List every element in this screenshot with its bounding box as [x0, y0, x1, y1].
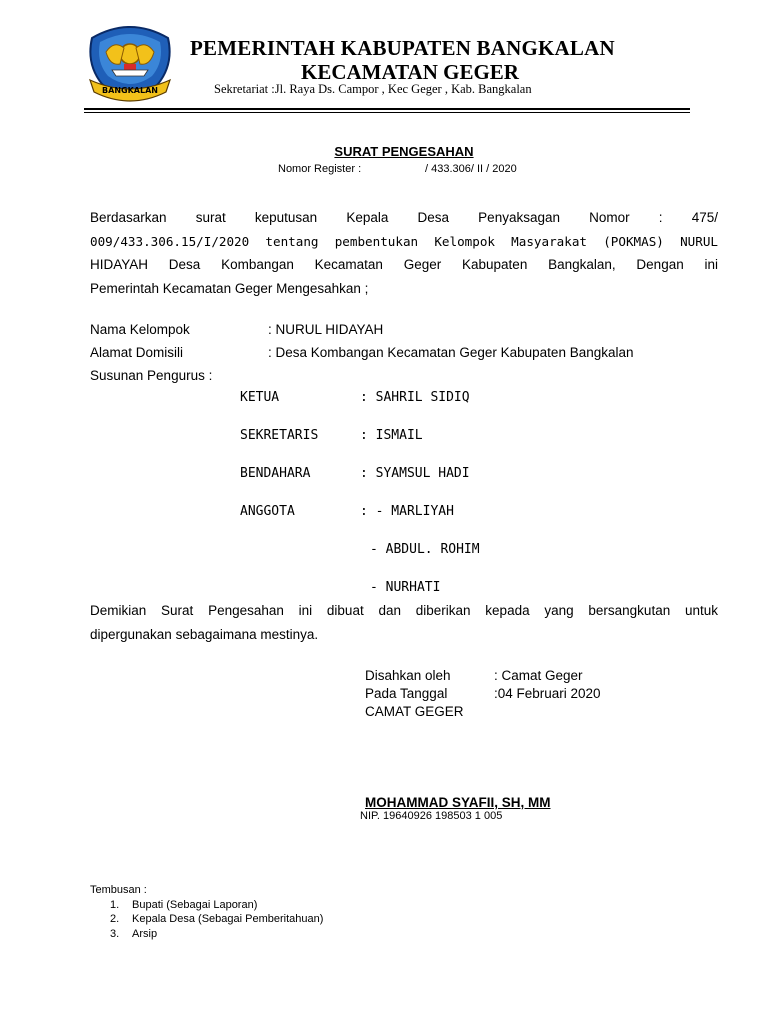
- group-name-label: Nama Kelompok: [90, 322, 190, 337]
- cc-item-text: Arsip: [132, 928, 158, 940]
- register-number: / 433.306/ II / 2020: [425, 163, 517, 175]
- intro-line: Berdasarkan surat keputusan Kepala Desa Penyaksagan Nomor : 475/: [90, 210, 718, 225]
- secretariat-address: Sekretariat :Jl. Raya Ds. Campor , Kec Geger , Kab. Bangkalan: [214, 82, 532, 96]
- government-title: PEMERINTAH KABUPATEN BANGKALAN: [190, 36, 615, 60]
- letterhead-rule-thick: [84, 108, 690, 110]
- board-member: : SYAMSUL HADI: [360, 466, 470, 481]
- address-value: : Desa Kombangan Kecamatan Geger Kabupaten Bangkalan: [268, 345, 634, 360]
- closing-line: Demikian Surat Pengesahan ini dibuat dan diberikan kepada yang bersangkutan untuk: [90, 603, 718, 618]
- closing-paragraph: [90, 599, 718, 646]
- board-label: Susunan Pengurus :: [90, 368, 213, 383]
- closing-line: dipergunakan sebagaimana mestinya.: [90, 626, 319, 642]
- cc-item-text: Bupati (Sebagai Laporan): [132, 899, 258, 911]
- board-member: - ABDUL. ROHIM: [370, 542, 480, 557]
- intro-line: 009/433.306.15/I/2020 tentang pembentukan Kelompok Masyarakat (POKMAS) NURUL: [90, 233, 718, 249]
- cc-item: [110, 913, 323, 925]
- signatory-nip: NIP. 19640926 198503 1 005: [360, 810, 503, 822]
- board-member: : ISMAIL: [360, 428, 423, 443]
- board-member: - NURHATI: [370, 580, 441, 595]
- document-title: SURAT PENGESAHAN: [334, 144, 474, 159]
- date-label: Pada Tanggal: [365, 686, 448, 701]
- cc-item-number: 2.: [110, 913, 120, 925]
- address-label: Alamat Domisili: [90, 345, 184, 360]
- approved-by-value: : Camat Geger: [494, 668, 583, 683]
- intro-paragraph: [90, 206, 718, 300]
- cc-item-text: Kepala Desa (Sebagai Pemberitahuan): [132, 913, 324, 925]
- cc-item-number: 1.: [110, 899, 120, 911]
- cc-label: Tembusan :: [90, 884, 147, 896]
- district-title: KECAMATAN GEGER: [301, 60, 519, 84]
- board-role: SEKRETARIS: [240, 428, 319, 443]
- register-label: Nomor Register :: [278, 163, 362, 175]
- intro-line: HIDAYAH Desa Kombangan Kecamatan Geger Kabupaten Bangkalan, Dengan ini: [90, 257, 718, 272]
- cc-item: [110, 899, 257, 911]
- approved-by-label: Disahkan oleh: [365, 668, 451, 683]
- intro-line: Pemerintah Kecamatan Geger Mengesahkan ;: [90, 280, 369, 296]
- board-role: KETUA: [240, 390, 280, 405]
- board-role: ANGGOTA: [240, 504, 295, 519]
- group-name-value: : NURUL HIDAYAH: [268, 322, 384, 337]
- signatory-position: CAMAT GEGER: [365, 704, 464, 719]
- letterhead-rule-thin: [84, 112, 690, 113]
- cc-item-number: 3.: [110, 928, 120, 940]
- bangkalan-regency-emblem: [84, 20, 176, 106]
- cc-item: [110, 928, 157, 940]
- board-role: BENDAHARA: [240, 466, 311, 481]
- date-value: :04 Februari 2020: [494, 686, 601, 701]
- signatory-name: MOHAMMAD SYAFII, SH, MM: [365, 795, 551, 810]
- emblem-ribbon-text: BANGKALAN: [102, 86, 158, 95]
- board-member: : - MARLIYAH: [360, 504, 454, 519]
- board-member: : SAHRIL SIDIQ: [360, 390, 470, 405]
